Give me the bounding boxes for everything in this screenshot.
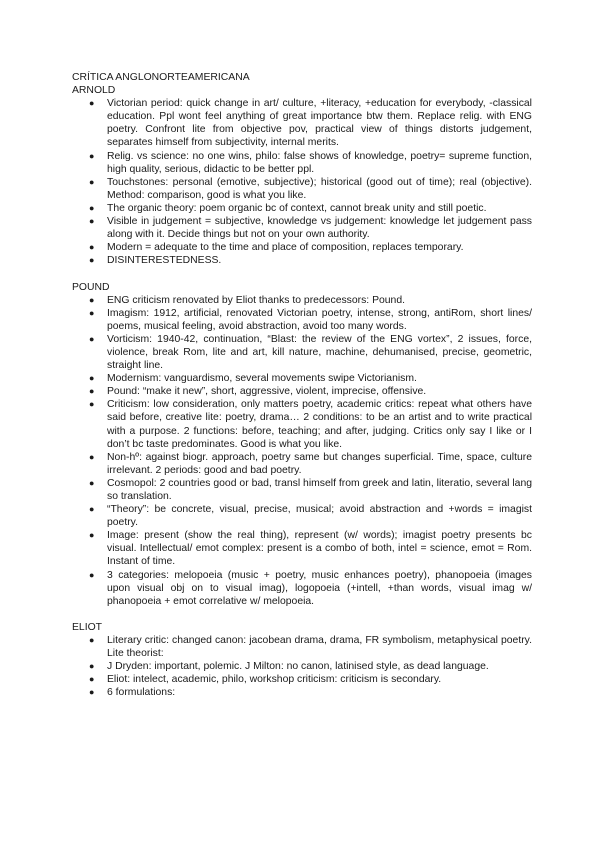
list-item	[72, 634, 532, 660]
bullet-icon: ●	[89, 255, 95, 266]
list-item	[72, 294, 532, 307]
list-item-text: “Theory”: be concrete, visual, precise, musical; avoid abstraction and +words = imagist poetry.	[107, 504, 532, 529]
list-item	[72, 241, 532, 254]
list-item-text: 6 formulations:	[107, 687, 176, 699]
list-item-text: 3 categories: melopoeia (music + poetry, music enhances poetry), phanopoeia (images upon visual obj on to visual imag), logopoeia (+intell, +than words, visual imag w/ phanopoeia + emot correlative w/ melopoeia.	[107, 569, 532, 607]
section-eliot	[72, 621, 532, 700]
list-item-text: Visible in judgement = subjective, knowledge vs judgement: knowledge let judgement pass along with it. Decide things but not on your own authority.	[107, 216, 532, 241]
bullet-icon: ●	[89, 333, 95, 344]
list-item-text: Touchstones: personal (emotive, subjective); historical (good out of time); real (objective). Method: comparison, good is what you like.	[107, 176, 532, 201]
bullet-icon: ●	[89, 98, 95, 109]
list-item-text: Cosmopol: 2 countries good or bad, transl himself from greek and latin, literatio, several lang so translation.	[107, 477, 532, 502]
list-item-text: DISINTERESTEDNESS.	[107, 255, 222, 267]
list-item	[72, 503, 532, 529]
section-heading: POUND	[72, 281, 110, 293]
list-item	[72, 385, 532, 398]
list-item-text: Criticism: low consideration, only matters poetry, academic critics: repeat what others have said before, creative lite: poetry, drama… 2 conditions: to be an artist and to write practical with a purpose. 2 functions: before, teaching; and after, judging. Critics only say I like or I don’t bc taste predominates. Good is what you like.	[107, 399, 532, 450]
bullet-icon: ●	[89, 661, 95, 672]
bullet-list	[72, 634, 532, 699]
bullet-icon: ●	[89, 687, 95, 698]
section-heading: ARNOLD	[72, 85, 116, 97]
bullet-icon: ●	[89, 216, 95, 227]
bullet-icon: ●	[89, 202, 95, 213]
document-title: CRÍTICA ANGLONORTEAMERICANA	[72, 72, 250, 83]
list-item-text: Victorian period: quick change in art/ culture, +literacy, +education for everybody, -classical education. Ppl wont feel anything of great importance btw them. Replace relig. with ENG poetry. Confront lite from objective pov, practical view of things distorts judgement, separates himself from subjectivity, internal merits.	[107, 98, 532, 149]
list-item	[72, 333, 532, 372]
document-page	[72, 71, 532, 700]
list-item-text: J Dryden: important, polemic. J Milton: no canon, latinised style, as dead language.	[107, 661, 489, 673]
bullet-icon: ●	[89, 176, 95, 187]
list-item	[72, 398, 532, 450]
bullet-icon: ●	[89, 150, 95, 161]
list-item	[72, 529, 532, 568]
list-item	[72, 569, 532, 608]
list-item-text: ENG criticism renovated by Eliot thanks to predecessors: Pound.	[107, 294, 406, 306]
list-item	[72, 307, 532, 333]
list-item	[72, 176, 532, 202]
list-item-text: Eliot: intelect, academic, philo, workshop criticism: criticism is secondary.	[107, 674, 442, 686]
section-spacer	[72, 608, 532, 621]
bullet-icon: ●	[89, 530, 95, 541]
section-heading: ELIOT	[72, 621, 103, 633]
list-item	[72, 686, 532, 699]
section-pound	[72, 281, 532, 608]
bullet-icon: ●	[89, 386, 95, 397]
bullet-icon: ●	[89, 242, 95, 253]
section-arnold	[72, 84, 532, 267]
bullet-icon: ●	[89, 477, 95, 488]
list-item-text: Literary critic: changed canon: jacobean drama, drama, FR symbolism, metaphysical poetry. Lite theorist:	[107, 635, 532, 660]
bullet-icon: ●	[89, 635, 95, 646]
bullet-icon: ●	[89, 569, 95, 580]
list-item-text: Image: present (show the real thing), represent (w/ words); imagist poetry presents bc visual. Intellectual/ emot complex: present is a combo of both, intel = science, emot = Rom. Instant of time.	[107, 530, 532, 568]
list-item	[72, 150, 532, 176]
section-spacer	[72, 267, 532, 280]
list-item-text: Vorticism: 1940-42, continuation, “Blast: the review of the ENG vortex”, 2 issues, force, violence, break Rom, lite and art, kill nature, machine, dehumanised, precise, geometric, straight line.	[107, 333, 532, 372]
bullet-list	[72, 97, 532, 267]
list-item	[72, 215, 532, 241]
bullet-icon: ●	[89, 399, 95, 410]
bullet-list	[72, 294, 532, 608]
list-item	[72, 673, 532, 686]
list-item-text: Pound: “make it new”, short, aggressive, violent, imprecise, offensive.	[107, 386, 427, 398]
bullet-icon: ●	[89, 674, 95, 685]
list-item-text: Relig. vs science: no one wins, philo: false shows of knowledge, poetry= supreme function, high quality, serious, didactic to be better ppl.	[107, 150, 532, 175]
bullet-icon: ●	[89, 294, 95, 305]
list-item	[72, 202, 532, 215]
list-item	[72, 254, 532, 267]
bullet-icon: ●	[89, 504, 95, 515]
list-item-text: The organic theory: poem organic bc of context, cannot break unity and still poetic.	[107, 202, 487, 214]
bullet-icon: ●	[89, 307, 95, 318]
list-item-text: Modern = adequate to the time and place of composition, replaces temporary.	[107, 242, 464, 254]
list-item-text: Imagism: 1912, artificial, renovated Victorian poetry, intense, strong, antiRom, short lines/ poems, musical feeling, avoid abstraction, avoid too many words.	[107, 307, 532, 332]
bullet-icon: ●	[89, 451, 95, 462]
list-item	[72, 660, 532, 673]
list-item	[72, 451, 532, 477]
list-item	[72, 97, 532, 149]
list-item	[72, 477, 532, 503]
list-item-text: Non-hº: against biogr. approach, poetry same but changes superficial. Time, space, culture irrelevant. 2 periods: good and bad poetry.	[107, 451, 532, 476]
bullet-icon: ●	[89, 373, 95, 384]
list-item-text: Modernism: vanguardismo, several movements swipe Victorianism.	[107, 373, 417, 385]
list-item	[72, 372, 532, 385]
